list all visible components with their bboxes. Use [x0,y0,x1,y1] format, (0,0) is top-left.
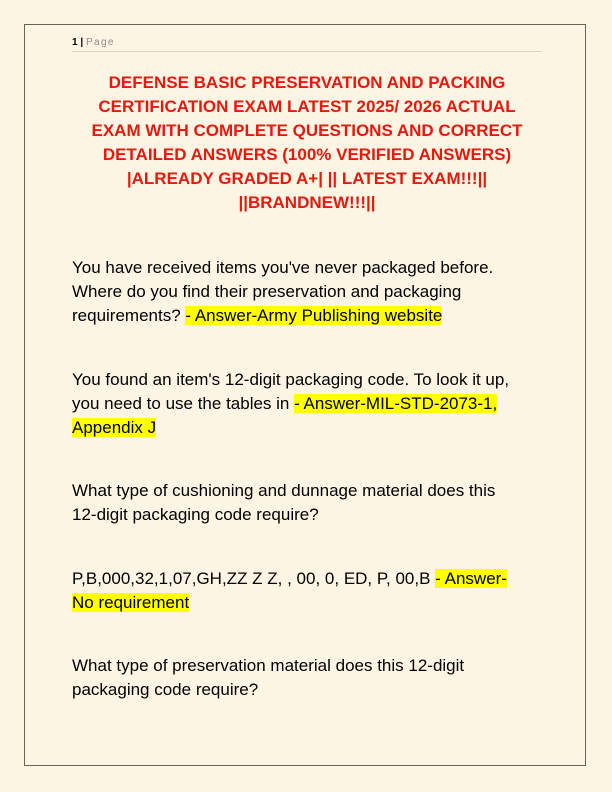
qa-line [72,567,542,591]
title-line: |ALREADY GRADED A+| || LATEST EXAM!!!|| [126,169,488,188]
question-text: You have received items you've never packaged before. [72,258,494,277]
qa-line [72,304,542,328]
answer-highlight: No requirement [72,593,190,612]
page-label: Page [85,37,115,48]
question-text: What type of cushioning and dunnage material does this [72,481,496,500]
question-text: requirements? [72,306,186,325]
qa-line [72,591,542,615]
qa-line [72,256,542,280]
answer-highlight: - Answer-MIL-STD-2073-1, [294,394,498,413]
qa-line [72,416,542,440]
document-title [72,71,542,215]
qa-item [72,479,542,527]
question-text: What type of preservation material does this 12-digit [72,656,465,675]
question-text: P,B,000,32,1,07,GH,ZZ Z Z, , 00, 0, ED, P, 00,B [72,569,436,588]
title-line: CERTIFICATION EXAM LATEST 2025/ 2026 ACTUAL [98,97,516,116]
question-text: Where do you find their preservation and packaging [72,282,462,301]
qa-item [72,567,542,615]
qa-line [72,479,542,503]
qa-line [72,392,542,416]
title-line: EXAM WITH COMPLETE QUESTIONS AND CORRECT [91,121,523,140]
question-text: you need to use the tables in [72,394,295,413]
qa-line [72,654,542,678]
question-text: 12-digit packaging code require? [72,505,319,524]
title-line: ||BRANDNEW!!!|| [238,193,376,212]
title-line: DETAILED ANSWERS (100% VERIFIED ANSWERS) [102,145,512,164]
qa-line [72,280,542,304]
answer-highlight: - Answer- [435,569,507,588]
qa-line [72,503,542,527]
answer-highlight: Appendix J [72,418,157,437]
question-text: You found an item's 12-digit packaging code. To look it up, [72,370,510,389]
qa-line [72,678,542,702]
page-number-separator: | [80,37,84,48]
page-header [72,36,542,52]
qa-item [72,368,542,440]
qa-item [72,256,542,328]
qa-line [72,368,542,392]
question-text: packaging code require? [72,680,259,699]
page-number: 1 [72,37,78,48]
answer-highlight: - Answer-Army Publishing website [185,306,443,325]
qa-item [72,654,542,702]
title-line: DEFENSE BASIC PRESERVATION AND PACKING [108,73,506,92]
